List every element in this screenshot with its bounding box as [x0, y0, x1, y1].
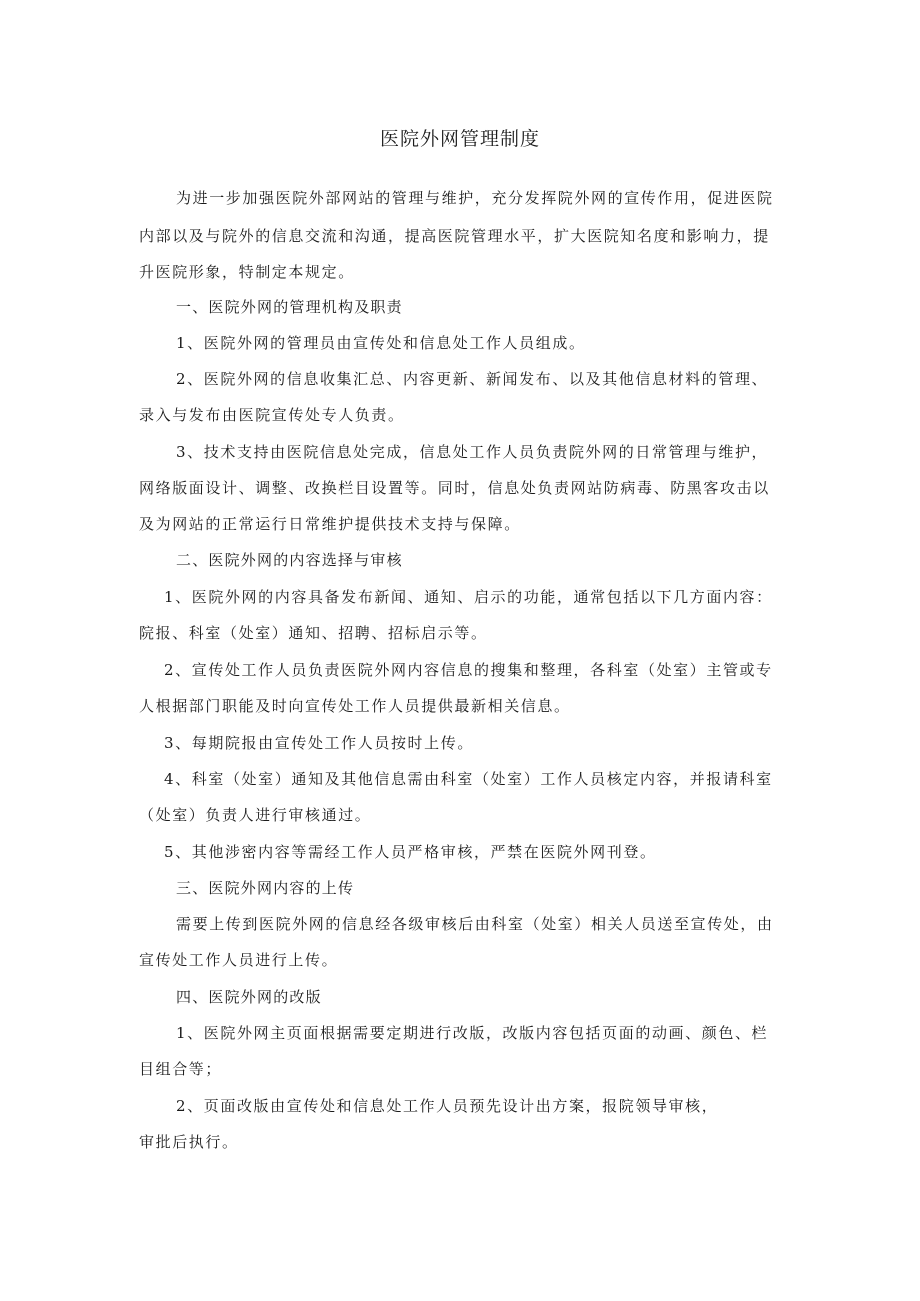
- paragraph-line: 审批后执行。: [139, 1133, 239, 1151]
- paragraph-line: 2、医院外网的信息收集汇总、内容更新、新闻发布、以及其他信息材料的管理、: [176, 370, 769, 388]
- paragraph-line: 宣传处工作人员进行上传。: [139, 951, 339, 969]
- paragraph-line: 网络版面设计、调整、改换栏目设置等。同时，信息处负责网站防病毒、防黑客攻击以: [139, 479, 770, 497]
- section-heading: 二、医院外网的内容选择与审核: [176, 551, 403, 569]
- paragraph-line: 人根据部门职能及时向宣传处工作人员提供最新相关信息。: [139, 697, 571, 715]
- paragraph-line: 4、科室（处室）通知及其他信息需由科室（处室）工作人员核定内容，并报请科室: [164, 770, 773, 788]
- paragraph-line: 2、宣传处工作人员负责医院外网内容信息的搜集和整理，各科室（处室）主管或专: [164, 661, 773, 679]
- paragraph-line: 院报、科室（处室）通知、招聘、招标启示等。: [139, 624, 488, 642]
- paragraph-line: 3、技术支持由医院信息处完成，信息处工作人员负责院外网的日常管理与维护，: [176, 443, 769, 461]
- paragraph-line: 3、每期院报由宣传处工作人员按时上传。: [164, 734, 474, 752]
- paragraph-line: 录入与发布由医院宣传处专人负责。: [139, 406, 405, 424]
- paragraph-line: 目组合等；: [139, 1060, 223, 1078]
- paragraph-line: 及为网站的正常运行日常维护提供技术支持与保障。: [139, 515, 521, 533]
- paragraph-line: 内部以及与院外的信息交流和沟通，提高医院管理水平，扩大医院知名度和影响力，提: [139, 227, 770, 245]
- paragraph-line: 5、其他涉密内容等需经工作人员严格审核，严禁在医院外网刊登。: [164, 843, 657, 861]
- paragraph-line: （处室）负责人进行审核通过。: [139, 806, 372, 824]
- paragraph-line: 需要上传到医院外网的信息经各级审核后由科室（处室）相关人员送至宣传处，由: [176, 915, 774, 933]
- paragraph-line: 升医院形象，特制定本规定。: [139, 263, 355, 281]
- paragraph-line: 为进一步加强医院外部网站的管理与维护，充分发挥院外网的宣传作用，促进医院: [176, 189, 774, 207]
- section-heading: 三、医院外网内容的上传: [176, 879, 355, 897]
- paragraph-line: 2、页面改版由宣传处和信息处工作人员预先设计出方案，报院领导审核，: [176, 1097, 719, 1115]
- paragraph-line: 1、医院外网的管理员由宣传处和信息处工作人员组成。: [176, 334, 586, 352]
- document-title: 医院外网管理制度: [379, 128, 540, 150]
- section-heading: 四、医院外网的改版: [176, 988, 322, 1006]
- paragraph-line: 1、医院外网的内容具备发布新闻、通知、启示的功能，通常包括以下几方面内容：: [164, 588, 773, 606]
- section-heading: 一、医院外网的管理机构及职责: [176, 298, 403, 316]
- paragraph-line: 1、医院外网主页面根据需要定期进行改版，改版内容包括页面的动画、颜色、栏: [176, 1024, 769, 1042]
